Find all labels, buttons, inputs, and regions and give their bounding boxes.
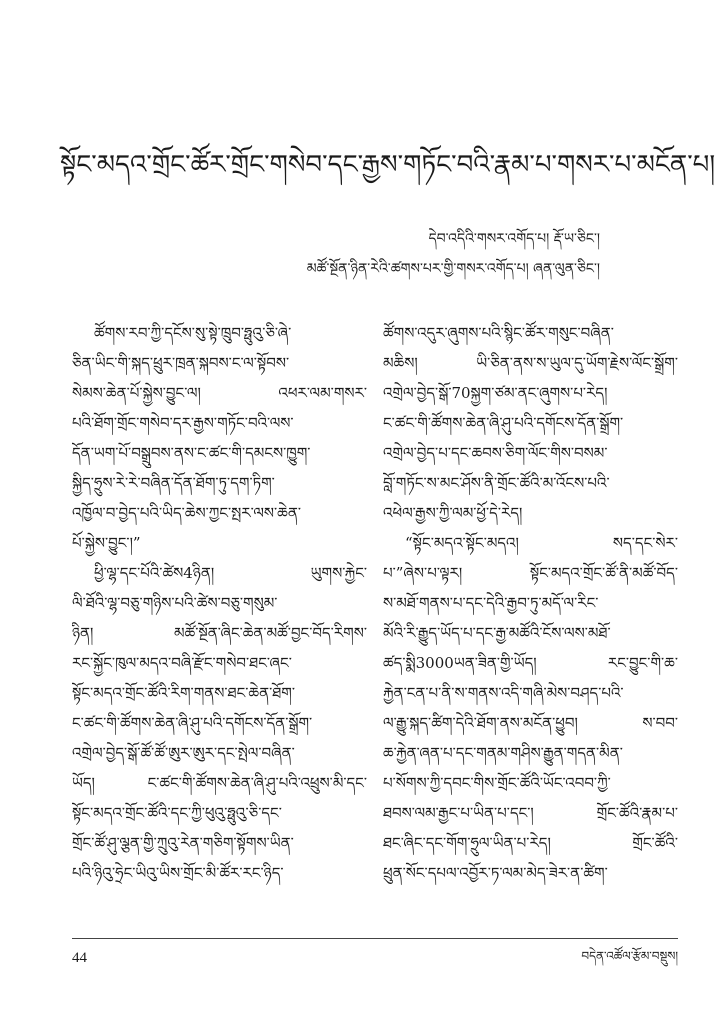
text-line: བློ་གཏོང་ས་མང་ཤོས་ནི་གྲོང་ཚོའི་མ་འོངས་པའི་ [383,474,610,492]
text-line: ཚད་སྨི3000ཡན་ཟིན་གྱི་ཡོད། རང་བྱུང་གི་ཆ་ [383,654,678,672]
text-line: འཕེལ་རྒྱས་ཀྱི་ལམ་ཕྱོ་དེ་རེད། [383,504,523,522]
text-line: མཆིས། ཡི་ཅིན་ནས་ས་ཡུལ་དུ་ཡོག་རྗེས་ལོང་སྒྲོག་ [383,354,678,372]
text-line: ཅིན་ཡིང་གི་སྐད་ཕྲུར་ཁྲན་སྐབས་ང་ལ་སྟོབས་ [72,354,290,372]
running-title: བདེན་འཚོལ་རྩོམ་བསྡུས། [581,949,678,963]
byline-reporter: མཚོ་སྔོན་ཉིན་རེའི་ཚགས་པར་གྱི་གསར་འགོད་པ། ཞན་ལུན་ཅིང་། [306,261,600,277]
text-line: ང་ཚང་གི་ཚོགས་ཆེན་ཞི་ཤུ་པའི་དགོངས་དོན་སྒྲོག་ [72,714,313,732]
text-line: ཐང་ཞིང་དང་གོག་ཧྲུལ་ཡིན་པ་རེད། གྲོང་ཚོའི་ [383,834,678,852]
text-line: ཚོགས་རབ་ཀྱི་དངོས་སུ་སྟེ་ཁྲུབ་ཧྥུའུ་ཅི་ཞེ་ [94,324,292,342]
text-line: དོན་ཡག་པོ་བསྒྲུབས་ནས་ང་ཚང་གི་དམངས་ཁྱུག་ [72,444,311,462]
text-line: “སྟོང་མདའ་སྟོང་མདའ། སད་དང་སེར་ [405,534,678,552]
text-line: རང་སྐྱོང་ཁུལ་མདའ་བཞི་རྫོང་གསེབ་ཐང་ཞང་ [72,654,292,672]
text-line: མོའི་རི་རྒྱུད་ཡོད་པ་དང་རྒྱ་མཚོའི་ངོས་ལས་མཐོ་ [383,624,611,642]
right-column [383,318,678,888]
text-line: གྲོང་ཚོ་ཤུ་ལྕན་གྱི་ཀྲུའུ་རེན་གཅིག་སྟོགས་ཡིན་ [72,834,294,852]
text-line: འགྲེལ་བྱེད་སྒོ་70སྐྱག་ཙམ་ནང་ཞུགས་པ་རེད། [383,384,608,402]
text-line: ཕྲུན་སོང་དཔལ་འབྱོར་ཏ་ལམ་མེད་ཟེར་ན་ཚིག་ [383,864,608,882]
text-line: ཆ་རྐྱེན་ཞན་པ་དང་གནམ་གཤིས་རྒྱུན་གདན་མིན་ [383,744,623,762]
text-line: པའི་ཐོག་གྲོང་གསེབ་དར་རྒྱས་གཏོང་བའི་ལས་ [72,414,294,432]
text-line: སྐྱིད་ཧྲུས་རེ་རེ་བཞིན་དོན་ཐོག་ཏུ་དག་ཏིག་ [72,474,275,492]
text-line: ལི་ཐོའི་ལྷ་བཅུ་གཉིས་པའི་ཚེས་བཅུ་གསུམ་ [72,594,278,612]
text-line: ཕྱི་ལྷ་དང་པོའི་ཚེས4ཉིན། ཡུགས་རྐྱེང་ [94,564,367,582]
text-line: སེམས་ཆེན་པོ་སྐྱེས་བྱུང་ལ། འཕར་ལམ་གསར་ [72,384,367,402]
text-line: འཁྱོལ་བ་བྱེད་པའི་ཡིད་ཆེས་ཀྱང་སྤར་ལས་ཆེན་ [72,504,302,522]
text-line: འགྲེལ་བྱེད་སྒོ་ཚོ་ཚོ་ཨུར་ཨུར་དང་སྤེལ་བཞིན་ [72,744,295,762]
left-column [72,318,367,888]
footer-divider [72,938,678,939]
page-number: 44 [72,950,87,966]
text-line: པའི་ཉིའུ་ཧྲེང་ཡིའུ་ཡིས་གྲོང་མི་ཚོར་རང་ཉིད་ [72,864,284,882]
byline-editor: དེབ་འདིའི་གསར་འགོད་པ། རྡོ་ཡ་ཅིང་། [428,231,600,247]
text-line: པོ་སྐྱེས་བྱུང་།” [72,534,141,552]
text-line: ང་ཚང་གི་ཚོགས་ཆེན་ཞི་ཤུ་པའི་དགོངས་དོན་སྒྲོག་ [383,414,624,432]
text-line: པ་”ཞེས་པ་ལྟར། སྟོང་མདའ་གྲོང་ཚོ་ནི་མཚོ་བོད་ [383,564,678,582]
text-line: ཉིན། མཚོ་སྔོན་ཞིང་ཆེན་མཚོ་བྱང་བོད་རིགས་ [72,624,367,642]
text-line: འགྲེལ་བྱེད་པ་དང་ཆབས་ཅིག་ལོང་གིས་བསམ་ [383,444,608,462]
text-line: སྟོང་མདའ་གྲོང་ཚོའི་དང་ཀྱི་ཕུའུ་ཧྥུའུ་ཅི་དང་ [72,804,282,822]
text-line: ཚོགས་འདུར་ཞུགས་པའི་སྙིང་ཚོར་གསུང་བཞིན་ [383,324,614,342]
article-title: སྟོང་མདའ་གྲོང་ཚོར་གྲོང་གསེབ་དང་རྒྱས་གཏོང་བའི་རྣམ་པ་གསར་པ་མངོན་པ། [60,150,716,180]
text-line: སྟོང་མདའ་གྲོང་ཚོའི་རིག་གནས་ཐང་ཆེན་ཐོག་ [72,684,296,702]
text-line: ཡོད། ང་ཚང་གི་ཚོགས་ཆེན་ཞི་ཤུ་པའི་འཕྲུས་མི་དང་ [72,774,367,792]
text-line: པ་སོགས་ཀྱི་དབང་གིས་གྲོང་ཚོའི་ཡོང་འབབ་ཀྱི་ [383,774,611,792]
text-line: རྐྱེན་ངན་པ་ནི་ས་གནས་འདི་གཞི་མེས་བཤད་པའི་ [383,684,624,702]
text-line: ཐབས་ལམ་རྒྱང་པ་ཡིན་པ་དང་། གྲོང་ཚོའི་རྣམ་པ་ [383,804,678,822]
text-line: ལ་རྒྱུ་སྐད་ཚིག་དེའི་ཐོག་ནས་མངོན་ཕྱུབ། ས་བབ་ [383,714,678,732]
text-line: ས་མཐོ་གནས་པ་དང་དེའི་རྒྱབ་ཏུ་མདོ་ལ་རིང་ [383,594,599,612]
